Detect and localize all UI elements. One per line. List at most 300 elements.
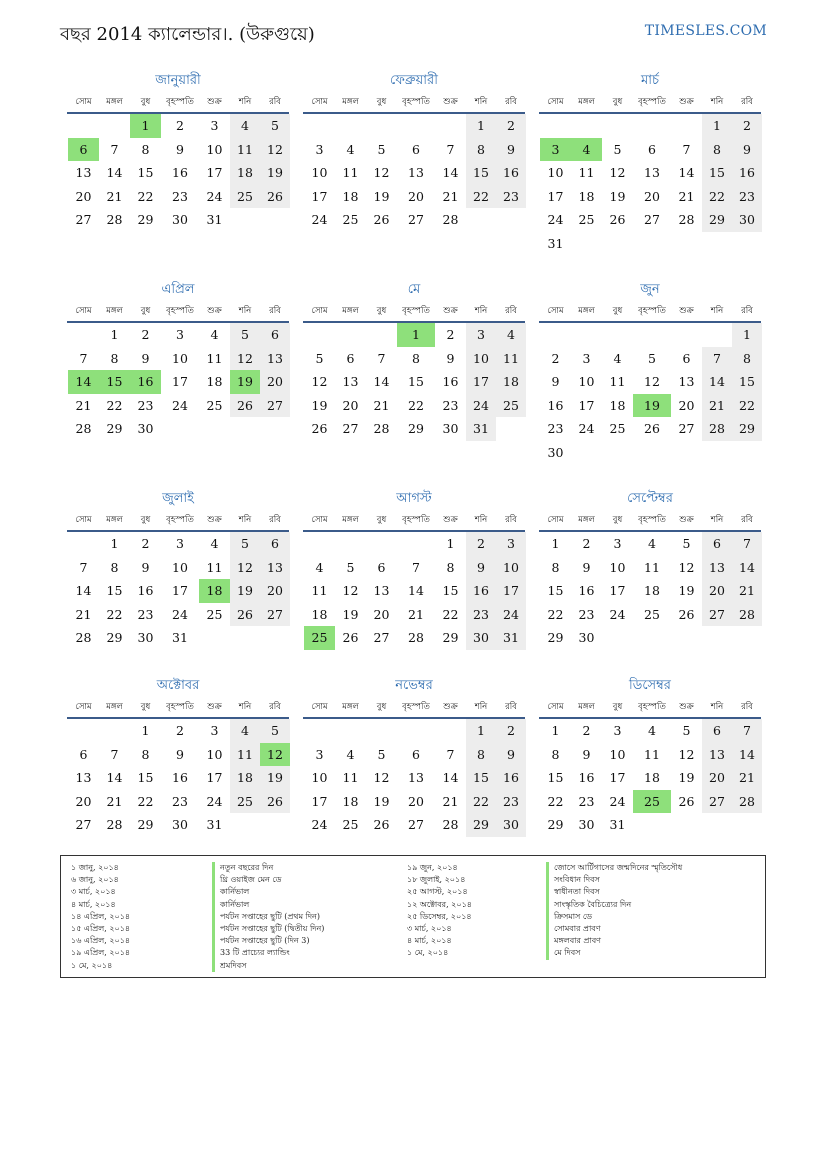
day-cell[interactable]: 8 — [446, 559, 455, 575]
day-cell[interactable]: 4 — [210, 327, 219, 342]
day-cell[interactable]: 3 — [315, 746, 324, 762]
day-cell[interactable]: 23 — [496, 185, 526, 209]
day-cell[interactable]: 2 — [551, 350, 560, 366]
day-cell[interactable]: 4 — [496, 323, 526, 347]
day-cell[interactable]: 13 — [702, 743, 732, 767]
day-cell[interactable]: 13 — [260, 347, 290, 371]
day-cell[interactable]: 13 — [678, 374, 695, 390]
day-cell[interactable]: 2 — [141, 536, 150, 551]
day-cell[interactable]: 22 — [732, 394, 762, 418]
day-cell[interactable]: 20 — [678, 397, 695, 413]
day-cell[interactable]: 16 — [466, 579, 496, 603]
day-cell[interactable]: 24 — [547, 212, 564, 228]
day-cell[interactable]: 17 — [172, 374, 188, 390]
holiday-day-cell[interactable]: 1 — [397, 323, 435, 347]
day-cell[interactable]: 16 — [578, 770, 595, 786]
day-cell[interactable]: 30 — [732, 208, 762, 232]
day-cell[interactable]: 7 — [79, 350, 88, 366]
day-cell[interactable]: 4 — [648, 723, 656, 738]
day-cell[interactable]: 31 — [206, 817, 223, 833]
day-cell[interactable]: 9 — [141, 350, 150, 366]
day-cell[interactable]: 5 — [315, 350, 324, 366]
day-cell[interactable]: 15 — [702, 161, 732, 185]
day-cell[interactable]: 25 — [206, 606, 223, 622]
day-cell[interactable]: 27 — [644, 212, 660, 228]
day-cell[interactable]: 2 — [732, 114, 762, 138]
holiday-day-cell[interactable]: 3 — [540, 138, 571, 162]
day-cell[interactable]: 23 — [172, 793, 188, 809]
day-cell[interactable]: 9 — [551, 374, 560, 390]
day-cell[interactable]: 5 — [230, 323, 260, 347]
day-cell[interactable]: 26 — [678, 606, 695, 622]
day-cell[interactable]: 13 — [408, 770, 424, 786]
day-cell[interactable]: 18 — [644, 770, 660, 786]
day-cell[interactable]: 16 — [442, 374, 459, 390]
day-cell[interactable]: 23 — [466, 603, 496, 627]
day-cell[interactable]: 26 — [260, 185, 290, 209]
day-cell[interactable]: 23 — [732, 185, 762, 209]
holiday-day-cell[interactable]: 18 — [199, 579, 230, 603]
day-cell[interactable]: 14 — [702, 370, 732, 394]
day-cell[interactable]: 5 — [377, 141, 386, 157]
day-cell[interactable]: 8 — [551, 746, 560, 762]
day-cell[interactable]: 26 — [373, 212, 390, 228]
day-cell[interactable]: 16 — [172, 770, 188, 786]
day-cell[interactable]: 6 — [702, 719, 732, 743]
day-cell[interactable]: 25 — [342, 817, 359, 833]
day-cell[interactable]: 8 — [732, 347, 762, 371]
day-cell[interactable]: 13 — [408, 165, 424, 181]
day-cell[interactable]: 26 — [373, 817, 390, 833]
day-cell[interactable]: 22 — [106, 606, 123, 622]
day-cell[interactable]: 21 — [442, 188, 459, 204]
day-cell[interactable]: 24 — [609, 793, 626, 809]
day-cell[interactable]: 29 — [547, 817, 564, 833]
day-cell[interactable]: 14 — [106, 770, 123, 786]
day-cell[interactable]: 22 — [547, 793, 564, 809]
day-cell[interactable]: 14 — [442, 165, 459, 181]
day-cell[interactable]: 16 — [496, 161, 526, 185]
day-cell[interactable]: 7 — [702, 347, 732, 371]
day-cell[interactable]: 13 — [75, 165, 92, 181]
day-cell[interactable]: 21 — [75, 606, 92, 622]
day-cell[interactable]: 28 — [75, 630, 92, 646]
day-cell[interactable]: 12 — [260, 138, 290, 162]
day-cell[interactable]: 27 — [260, 603, 290, 627]
day-cell[interactable]: 21 — [408, 606, 424, 622]
day-cell[interactable]: 7 — [110, 141, 119, 157]
day-cell[interactable]: 24 — [311, 212, 328, 228]
day-cell[interactable]: 14 — [373, 374, 390, 390]
site-brand[interactable]: TIMESLES.COM — [644, 23, 767, 39]
day-cell[interactable]: 21 — [106, 188, 123, 204]
day-cell[interactable]: 11 — [644, 746, 660, 762]
holiday-day-cell[interactable]: 12 — [260, 743, 290, 767]
day-cell[interactable]: 10 — [206, 746, 223, 762]
day-cell[interactable]: 13 — [373, 583, 390, 599]
day-cell[interactable]: 26 — [644, 421, 660, 437]
day-cell[interactable]: 24 — [578, 421, 595, 437]
day-cell[interactable]: 19 — [373, 793, 390, 809]
day-cell[interactable]: 6 — [79, 746, 88, 762]
day-cell[interactable]: 18 — [609, 397, 626, 413]
day-cell[interactable]: 17 — [311, 793, 328, 809]
day-cell[interactable]: 6 — [648, 141, 656, 157]
day-cell[interactable]: 25 — [206, 397, 223, 413]
day-cell[interactable]: 23 — [547, 421, 564, 437]
day-cell[interactable]: 17 — [496, 579, 526, 603]
day-cell[interactable]: 8 — [412, 350, 420, 366]
day-cell[interactable]: 28 — [373, 421, 390, 437]
day-cell[interactable]: 31 — [466, 417, 496, 441]
day-cell[interactable]: 10 — [547, 165, 564, 181]
day-cell[interactable]: 30 — [578, 817, 595, 833]
day-cell[interactable]: 5 — [260, 719, 290, 743]
day-cell[interactable]: 14 — [75, 583, 92, 599]
day-cell[interactable]: 30 — [137, 421, 154, 437]
day-cell[interactable]: 17 — [206, 165, 223, 181]
day-cell[interactable]: 24 — [206, 188, 223, 204]
day-cell[interactable]: 8 — [110, 350, 119, 366]
day-cell[interactable]: 27 — [342, 421, 359, 437]
day-cell[interactable]: 14 — [678, 165, 695, 181]
day-cell[interactable]: 11 — [609, 374, 626, 390]
day-cell[interactable]: 23 — [137, 397, 154, 413]
day-cell[interactable]: 7 — [446, 141, 455, 157]
day-cell[interactable]: 28 — [106, 817, 123, 833]
day-cell[interactable]: 15 — [466, 161, 496, 185]
day-cell[interactable]: 9 — [176, 141, 184, 157]
day-cell[interactable]: 27 — [373, 630, 390, 646]
day-cell[interactable]: 26 — [678, 793, 695, 809]
day-cell[interactable]: 10 — [578, 374, 595, 390]
day-cell[interactable]: 3 — [210, 118, 219, 133]
day-cell[interactable]: 24 — [466, 394, 496, 418]
day-cell[interactable]: 7 — [446, 746, 455, 762]
day-cell[interactable]: 3 — [210, 723, 219, 738]
day-cell[interactable]: 12 — [373, 165, 390, 181]
day-cell[interactable]: 2 — [582, 723, 591, 738]
day-cell[interactable]: 16 — [496, 766, 526, 790]
day-cell[interactable]: 1 — [141, 723, 150, 738]
day-cell[interactable]: 10 — [311, 770, 328, 786]
day-cell[interactable]: 19 — [260, 766, 290, 790]
day-cell[interactable]: 27 — [702, 603, 732, 627]
day-cell[interactable]: 5 — [648, 350, 656, 366]
holiday-day-cell[interactable]: 4 — [571, 138, 602, 162]
day-cell[interactable]: 6 — [377, 559, 386, 575]
day-cell[interactable]: 24 — [609, 606, 626, 622]
day-cell[interactable]: 28 — [732, 603, 762, 627]
day-cell[interactable]: 25 — [342, 212, 359, 228]
day-cell[interactable]: 30 — [547, 444, 564, 460]
day-cell[interactable]: 30 — [578, 630, 595, 646]
holiday-day-cell[interactable]: 6 — [68, 138, 99, 162]
holiday-day-cell[interactable]: 25 — [633, 790, 671, 814]
day-cell[interactable]: 25 — [644, 606, 660, 622]
day-cell[interactable]: 20 — [373, 606, 390, 622]
day-cell[interactable]: 31 — [496, 626, 526, 650]
day-cell[interactable]: 8 — [141, 141, 150, 157]
day-cell[interactable]: 10 — [609, 746, 626, 762]
day-cell[interactable]: 12 — [311, 374, 328, 390]
day-cell[interactable]: 20 — [408, 793, 424, 809]
day-cell[interactable]: 18 — [342, 793, 359, 809]
day-cell[interactable]: 29 — [137, 817, 154, 833]
day-cell[interactable]: 5 — [260, 114, 290, 138]
day-cell[interactable]: 5 — [346, 559, 355, 575]
day-cell[interactable]: 12 — [678, 746, 695, 762]
day-cell[interactable]: 31 — [547, 235, 564, 251]
day-cell[interactable]: 29 — [547, 630, 564, 646]
day-cell[interactable]: 7 — [110, 746, 119, 762]
day-cell[interactable]: 23 — [578, 793, 595, 809]
day-cell[interactable]: 15 — [137, 165, 154, 181]
day-cell[interactable]: 29 — [106, 421, 123, 437]
day-cell[interactable]: 14 — [442, 770, 459, 786]
day-cell[interactable]: 2 — [496, 719, 526, 743]
day-cell[interactable]: 17 — [609, 770, 626, 786]
day-cell[interactable]: 5 — [682, 723, 691, 738]
day-cell[interactable]: 16 — [547, 397, 564, 413]
day-cell[interactable]: 29 — [137, 212, 154, 228]
day-cell[interactable]: 6 — [260, 323, 290, 347]
day-cell[interactable]: 9 — [496, 138, 526, 162]
day-cell[interactable]: 14 — [408, 583, 424, 599]
day-cell[interactable]: 22 — [137, 188, 154, 204]
day-cell[interactable]: 12 — [678, 559, 695, 575]
holiday-day-cell[interactable]: 15 — [99, 370, 130, 394]
day-cell[interactable]: 3 — [613, 536, 622, 551]
day-cell[interactable]: 25 — [578, 212, 595, 228]
day-cell[interactable]: 27 — [408, 212, 424, 228]
day-cell[interactable]: 21 — [75, 397, 92, 413]
day-cell[interactable]: 1 — [110, 536, 119, 551]
day-cell[interactable]: 7 — [79, 559, 88, 575]
day-cell[interactable]: 27 — [702, 790, 732, 814]
day-cell[interactable]: 4 — [230, 114, 260, 138]
day-cell[interactable]: 23 — [496, 790, 526, 814]
day-cell[interactable]: 3 — [582, 350, 591, 366]
day-cell[interactable]: 17 — [609, 583, 626, 599]
day-cell[interactable]: 23 — [172, 188, 188, 204]
day-cell[interactable]: 4 — [230, 719, 260, 743]
day-cell[interactable]: 30 — [496, 813, 526, 837]
day-cell[interactable]: 6 — [412, 141, 420, 157]
day-cell[interactable]: 28 — [442, 817, 459, 833]
day-cell[interactable]: 23 — [137, 606, 154, 622]
day-cell[interactable]: 15 — [442, 583, 459, 599]
day-cell[interactable]: 11 — [311, 583, 328, 599]
day-cell[interactable]: 1 — [732, 323, 762, 347]
day-cell[interactable]: 15 — [466, 766, 496, 790]
day-cell[interactable]: 24 — [311, 817, 328, 833]
day-cell[interactable]: 26 — [260, 790, 290, 814]
day-cell[interactable]: 8 — [466, 743, 496, 767]
day-cell[interactable]: 15 — [106, 583, 123, 599]
day-cell[interactable]: 6 — [682, 350, 691, 366]
day-cell[interactable]: 16 — [137, 583, 154, 599]
day-cell[interactable]: 7 — [377, 350, 386, 366]
day-cell[interactable]: 24 — [206, 793, 223, 809]
day-cell[interactable]: 26 — [311, 421, 328, 437]
day-cell[interactable]: 11 — [496, 347, 526, 371]
day-cell[interactable]: 9 — [732, 138, 762, 162]
day-cell[interactable]: 2 — [582, 536, 591, 551]
day-cell[interactable]: 10 — [466, 347, 496, 371]
day-cell[interactable]: 20 — [702, 766, 732, 790]
day-cell[interactable]: 9 — [176, 746, 184, 762]
day-cell[interactable]: 7 — [732, 719, 762, 743]
day-cell[interactable]: 2 — [446, 327, 455, 342]
day-cell[interactable]: 20 — [260, 370, 290, 394]
day-cell[interactable]: 17 — [172, 583, 188, 599]
day-cell[interactable]: 10 — [206, 141, 223, 157]
day-cell[interactable]: 28 — [678, 212, 695, 228]
day-cell[interactable]: 27 — [260, 394, 290, 418]
holiday-day-cell[interactable]: 19 — [230, 370, 260, 394]
day-cell[interactable]: 15 — [547, 583, 564, 599]
day-cell[interactable]: 1 — [551, 723, 560, 738]
day-cell[interactable]: 11 — [342, 165, 359, 181]
day-cell[interactable]: 21 — [373, 397, 390, 413]
day-cell[interactable]: 1 — [466, 114, 496, 138]
day-cell[interactable]: 30 — [466, 626, 496, 650]
day-cell[interactable]: 22 — [547, 606, 564, 622]
day-cell[interactable]: 10 — [609, 559, 626, 575]
day-cell[interactable]: 20 — [260, 579, 290, 603]
day-cell[interactable]: 19 — [230, 579, 260, 603]
day-cell[interactable]: 1 — [110, 327, 119, 342]
day-cell[interactable]: 3 — [176, 536, 184, 551]
day-cell[interactable]: 25 — [609, 421, 626, 437]
day-cell[interactable]: 28 — [442, 212, 459, 228]
day-cell[interactable]: 15 — [732, 370, 762, 394]
day-cell[interactable]: 31 — [206, 212, 223, 228]
day-cell[interactable]: 19 — [311, 397, 328, 413]
day-cell[interactable]: 6 — [702, 532, 732, 556]
day-cell[interactable]: 1 — [466, 719, 496, 743]
holiday-day-cell[interactable]: 16 — [130, 370, 161, 394]
day-cell[interactable]: 1 — [446, 536, 455, 551]
day-cell[interactable]: 9 — [496, 743, 526, 767]
day-cell[interactable]: 16 — [578, 583, 595, 599]
day-cell[interactable]: 22 — [442, 606, 459, 622]
day-cell[interactable]: 16 — [732, 161, 762, 185]
day-cell[interactable]: 7 — [412, 559, 420, 575]
day-cell[interactable]: 4 — [346, 746, 355, 762]
day-cell[interactable]: 25 — [496, 394, 526, 418]
day-cell[interactable]: 20 — [702, 579, 732, 603]
day-cell[interactable]: 26 — [609, 212, 626, 228]
day-cell[interactable]: 3 — [315, 141, 324, 157]
day-cell[interactable]: 15 — [408, 374, 424, 390]
day-cell[interactable]: 17 — [466, 370, 496, 394]
day-cell[interactable]: 17 — [578, 397, 595, 413]
day-cell[interactable]: 12 — [373, 770, 390, 786]
day-cell[interactable]: 13 — [342, 374, 359, 390]
day-cell[interactable]: 10 — [496, 556, 526, 580]
day-cell[interactable]: 21 — [702, 394, 732, 418]
day-cell[interactable]: 18 — [230, 161, 260, 185]
day-cell[interactable]: 22 — [137, 793, 154, 809]
day-cell[interactable]: 22 — [408, 397, 424, 413]
day-cell[interactable]: 19 — [678, 770, 695, 786]
day-cell[interactable]: 10 — [172, 559, 188, 575]
day-cell[interactable]: 10 — [311, 165, 328, 181]
day-cell[interactable]: 6 — [412, 746, 420, 762]
day-cell[interactable]: 13 — [75, 770, 92, 786]
day-cell[interactable]: 28 — [732, 790, 762, 814]
day-cell[interactable]: 7 — [682, 141, 691, 157]
day-cell[interactable]: 4 — [346, 141, 355, 157]
day-cell[interactable]: 13 — [702, 556, 732, 580]
day-cell[interactable]: 2 — [496, 114, 526, 138]
day-cell[interactable]: 2 — [176, 723, 184, 738]
day-cell[interactable]: 2 — [141, 327, 150, 342]
day-cell[interactable]: 27 — [408, 817, 424, 833]
day-cell[interactable]: 31 — [172, 630, 188, 646]
day-cell[interactable]: 14 — [106, 165, 123, 181]
day-cell[interactable]: 26 — [342, 630, 359, 646]
day-cell[interactable]: 8 — [551, 559, 560, 575]
day-cell[interactable]: 28 — [106, 212, 123, 228]
day-cell[interactable]: 31 — [609, 817, 626, 833]
day-cell[interactable]: 2 — [466, 532, 496, 556]
day-cell[interactable]: 5 — [613, 141, 622, 157]
day-cell[interactable]: 8 — [141, 746, 150, 762]
holiday-day-cell[interactable]: 19 — [633, 394, 671, 418]
day-cell[interactable]: 22 — [106, 397, 123, 413]
day-cell[interactable]: 5 — [682, 536, 691, 551]
day-cell[interactable]: 4 — [315, 559, 324, 575]
day-cell[interactable]: 3 — [496, 532, 526, 556]
day-cell[interactable]: 6 — [260, 532, 290, 556]
day-cell[interactable]: 3 — [613, 723, 622, 738]
day-cell[interactable]: 4 — [613, 350, 622, 366]
day-cell[interactable]: 29 — [408, 421, 424, 437]
day-cell[interactable]: 17 — [547, 188, 564, 204]
day-cell[interactable]: 4 — [210, 536, 219, 551]
day-cell[interactable]: 8 — [702, 138, 732, 162]
day-cell[interactable]: 1 — [551, 536, 560, 551]
day-cell[interactable]: 11 — [644, 559, 660, 575]
day-cell[interactable]: 12 — [644, 374, 660, 390]
day-cell[interactable]: 30 — [137, 630, 154, 646]
day-cell[interactable]: 9 — [141, 559, 150, 575]
day-cell[interactable]: 22 — [466, 790, 496, 814]
day-cell[interactable]: 8 — [110, 559, 119, 575]
day-cell[interactable]: 18 — [342, 188, 359, 204]
day-cell[interactable]: 26 — [230, 394, 260, 418]
day-cell[interactable]: 22 — [702, 185, 732, 209]
day-cell[interactable]: 29 — [702, 208, 732, 232]
day-cell[interactable]: 20 — [644, 188, 660, 204]
day-cell[interactable]: 21 — [732, 766, 762, 790]
day-cell[interactable]: 27 — [75, 212, 92, 228]
day-cell[interactable]: 29 — [106, 630, 123, 646]
day-cell[interactable]: 21 — [732, 579, 762, 603]
day-cell[interactable]: 8 — [466, 138, 496, 162]
day-cell[interactable]: 9 — [446, 350, 455, 366]
day-cell[interactable]: 17 — [311, 188, 328, 204]
day-cell[interactable]: 30 — [172, 817, 188, 833]
day-cell[interactable]: 9 — [466, 556, 496, 580]
day-cell[interactable]: 12 — [609, 165, 626, 181]
day-cell[interactable]: 22 — [466, 185, 496, 209]
day-cell[interactable]: 30 — [442, 421, 459, 437]
day-cell[interactable]: 14 — [732, 743, 762, 767]
